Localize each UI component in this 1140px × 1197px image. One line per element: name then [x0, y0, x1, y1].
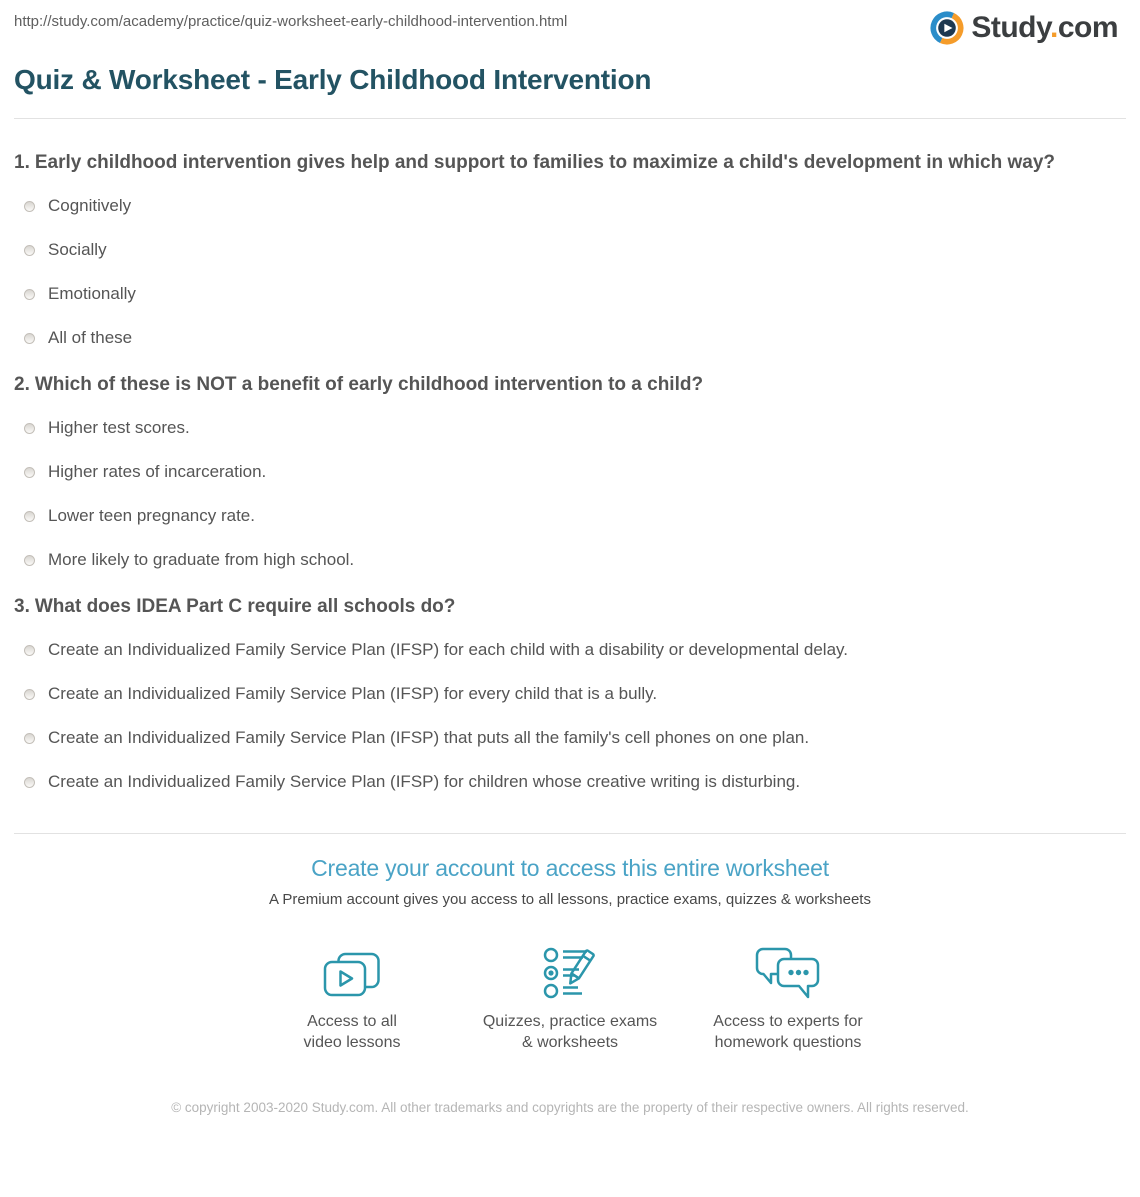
radio-button[interactable] [24, 645, 35, 656]
option-label[interactable]: More likely to graduate from high school. [48, 550, 355, 569]
question-1-options [14, 194, 1126, 350]
expert-help-icon [755, 944, 821, 999]
feature-label: Access to all video lessons [303, 1013, 401, 1051]
option-row [14, 726, 1126, 750]
option-label[interactable]: Create an Individualized Family Service Plan (IFSP) for children whose creative writing is disturbing. [48, 772, 801, 791]
question-1-text: Early childhood intervention gives help and support to families to maximize a child's development in which way? [34, 152, 1056, 173]
option-row [14, 282, 1126, 306]
cta-section [14, 834, 1126, 1053]
question-2-options [14, 416, 1126, 572]
header-bar [14, 0, 1126, 52]
question-3-heading [14, 592, 1109, 621]
option-row [14, 326, 1126, 350]
radio-button[interactable] [24, 423, 35, 434]
question-3 [14, 592, 1126, 794]
radio-button[interactable] [24, 733, 35, 744]
logo-wordmark: Study.com [971, 11, 1118, 44]
feature-expert-help [679, 944, 897, 1053]
option-row [14, 238, 1126, 262]
radio-button[interactable] [24, 333, 35, 344]
feature-label: Access to experts for homework questions [713, 1013, 863, 1051]
quizzes-worksheets-icon [542, 944, 598, 999]
radio-button[interactable] [24, 289, 35, 300]
feature-row [14, 944, 1126, 1053]
radio-button[interactable] [24, 555, 35, 566]
video-lessons-icon [323, 944, 381, 999]
feature-quizzes-worksheets [461, 944, 679, 1053]
study-logo[interactable] [930, 11, 1118, 45]
title-divider [14, 118, 1126, 119]
option-row [14, 770, 1126, 794]
radio-button[interactable] [24, 777, 35, 788]
study-play-icon [930, 11, 964, 45]
option-row [14, 460, 1126, 484]
question-3-number: 3. [14, 596, 30, 617]
option-row [14, 638, 1126, 662]
option-label[interactable]: Cognitively [48, 196, 132, 215]
page-title: Quiz & Worksheet - Early Childhood Intervention [14, 64, 652, 95]
option-label[interactable]: Higher test scores. [48, 418, 190, 437]
question-2-heading [14, 370, 1109, 399]
question-1-heading [14, 148, 1109, 177]
radio-button[interactable] [24, 201, 35, 212]
option-label[interactable]: Higher rates of incarceration. [48, 462, 267, 481]
question-1 [14, 148, 1126, 350]
page-url: http://study.com/academy/practice/quiz-worksheet-early-childhood-intervention.html [14, 13, 568, 30]
radio-button[interactable] [24, 511, 35, 522]
option-row [14, 194, 1126, 218]
option-row [14, 682, 1126, 706]
option-label[interactable]: Socially [48, 240, 107, 259]
question-2-number: 2. [14, 374, 30, 395]
question-1-number: 1. [14, 152, 30, 173]
option-label[interactable]: Emotionally [48, 284, 136, 303]
radio-button[interactable] [24, 245, 35, 256]
question-3-text: What does IDEA Part C require all schools do? [34, 596, 456, 617]
option-row [14, 416, 1126, 440]
option-label[interactable]: Create an Individualized Family Service Plan (IFSP) for each child with a disability or developmental delay. [48, 640, 849, 659]
option-label[interactable]: All of these [48, 328, 133, 347]
cta-subheading: A Premium account gives you access to all lessons, practice exams, quizzes & worksheets [269, 891, 871, 908]
option-label[interactable]: Create an Individualized Family Service Plan (IFSP) that puts all the family's cell phones on one plan. [48, 728, 810, 747]
radio-button[interactable] [24, 467, 35, 478]
question-2 [14, 370, 1126, 572]
cta-heading: Create your account to access this entire worksheet [311, 855, 829, 881]
feature-label: Quizzes, practice exams & worksheets [482, 1013, 658, 1051]
option-row [14, 548, 1126, 572]
question-3-options [14, 638, 1126, 794]
feature-video-lessons [243, 944, 461, 1053]
option-label[interactable]: Lower teen pregnancy rate. [48, 506, 255, 525]
option-label[interactable]: Create an Individualized Family Service Plan (IFSP) for every child that is a bully. [48, 684, 658, 703]
radio-button[interactable] [24, 689, 35, 700]
option-row [14, 504, 1126, 528]
question-2-text: Which of these is NOT a benefit of early childhood intervention to a child? [34, 374, 704, 395]
copyright-text: © copyright 2003-2020 Study.com. All other trademarks and copyrights are the property of their respective owners. All rights reserved. [171, 1100, 969, 1115]
